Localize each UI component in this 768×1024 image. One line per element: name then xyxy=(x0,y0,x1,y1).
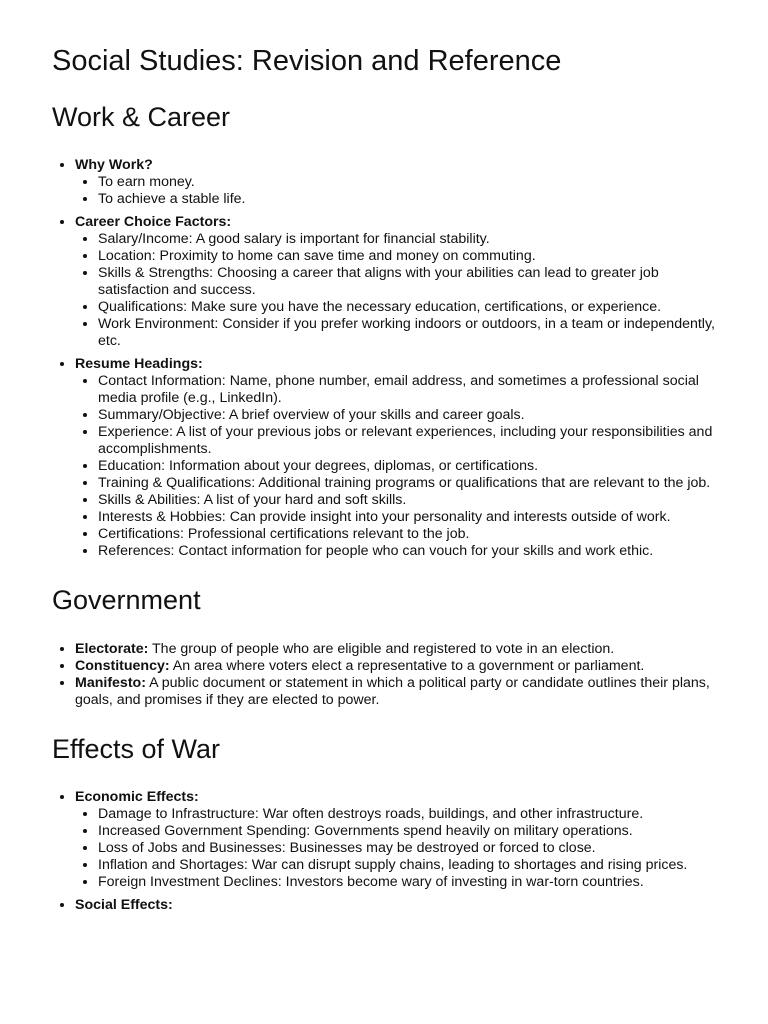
term-label: Manifesto: xyxy=(75,674,146,691)
list-item: • Foreign Investment Declines: Investors become wary of investing in war-torn countries. xyxy=(98,874,716,891)
list-item-electorate xyxy=(75,641,716,658)
list-item: • References: Contact information for people who can vouch for your skills and work ethic. xyxy=(98,543,716,560)
list-item: • Qualifications: Make sure you have the necessary education, certifications, or experience. xyxy=(98,299,716,316)
sublist xyxy=(75,373,716,560)
list-item: • Summary/Objective: A brief overview of your skills and career goals. xyxy=(98,407,716,424)
list-item: • Training & Qualifications: Additional training programs or qualifications that are relevant to the job. xyxy=(98,475,716,492)
list-label: Economic Effects: xyxy=(75,788,199,805)
section-heading-work-career: Work & Career xyxy=(52,101,231,132)
section-heading-effects-of-war: Effects of War xyxy=(52,733,221,764)
list-item: • Experience: A list of your previous jobs or relevant experiences, including your responsibilities and accomplishments. xyxy=(98,424,716,458)
list-item: • Certifications: Professional certifications relevant to the job. xyxy=(98,526,716,543)
term-definition: An area where voters elect a representative to a government or parliament. xyxy=(169,657,645,674)
term-definition: A public document or statement in which a political party or candidate outlines their plans, goals, and promises if they are elected to power. xyxy=(75,674,710,708)
list-label: Social Effects: xyxy=(75,896,173,913)
list-label: Resume Headings: xyxy=(75,356,203,373)
list-item: • Salary/Income: A good salary is important for financial stability. xyxy=(98,231,716,248)
list-item: • To achieve a stable life. xyxy=(98,191,716,208)
list-item-resume-headings xyxy=(75,356,716,560)
list-item-manifesto xyxy=(75,675,716,709)
term-label: Electorate: xyxy=(75,640,149,657)
list-item: • Damage to Infrastructure: War often destroys roads, buildings, and other infrastructure. xyxy=(98,806,716,823)
government-list xyxy=(52,641,716,709)
list-item-why-work xyxy=(75,157,716,208)
list-label: Why Work? xyxy=(75,157,153,174)
list-item: • Increased Government Spending: Governments spend heavily on military operations. xyxy=(98,823,716,840)
work-career-list xyxy=(52,157,716,560)
list-item: • Location: Proximity to home can save time and money on commuting. xyxy=(98,248,716,265)
list-item: • Work Environment: Consider if you prefer working indoors or outdoors, in a team or independently, etc. xyxy=(98,316,716,350)
list-item-economic-effects xyxy=(75,789,716,891)
section-heading-government: Government xyxy=(52,585,201,616)
list-item: • Skills & Strengths: Choosing a career that aligns with your abilities can lead to greater job satisfaction and success. xyxy=(98,265,716,299)
term-label: Constituency: xyxy=(75,657,170,674)
list-item-constituency xyxy=(75,658,716,675)
list-item: • Contact Information: Name, phone number, email address, and sometimes a professional social media profile (e.g., LinkedIn). xyxy=(98,373,716,407)
list-item-career-factors xyxy=(75,214,716,350)
list-item: • Skills & Abilities: A list of your hard and soft skills. xyxy=(98,492,716,509)
sublist xyxy=(75,806,716,891)
list-item: • Inflation and Shortages: War can disrupt supply chains, leading to shortages and rising prices. xyxy=(98,857,716,874)
effects-of-war-list xyxy=(52,789,716,914)
list-item: • Education: Information about your degrees, diplomas, or certifications. xyxy=(98,458,716,475)
list-item: • Interests & Hobbies: Can provide insight into your personality and interests outside of work. xyxy=(98,509,716,526)
sublist xyxy=(75,174,716,208)
list-item: • To earn money. xyxy=(98,174,716,191)
document-title: Social Studies: Revision and Reference xyxy=(52,45,562,77)
list-item: • Loss of Jobs and Businesses: Businesses may be destroyed or forced to close. xyxy=(98,840,716,857)
list-item-social-effects xyxy=(75,897,716,914)
term-definition: The group of people who are eligible and registered to vote in an election. xyxy=(148,640,615,657)
sublist xyxy=(75,231,716,350)
list-label: Career Choice Factors: xyxy=(75,214,232,231)
